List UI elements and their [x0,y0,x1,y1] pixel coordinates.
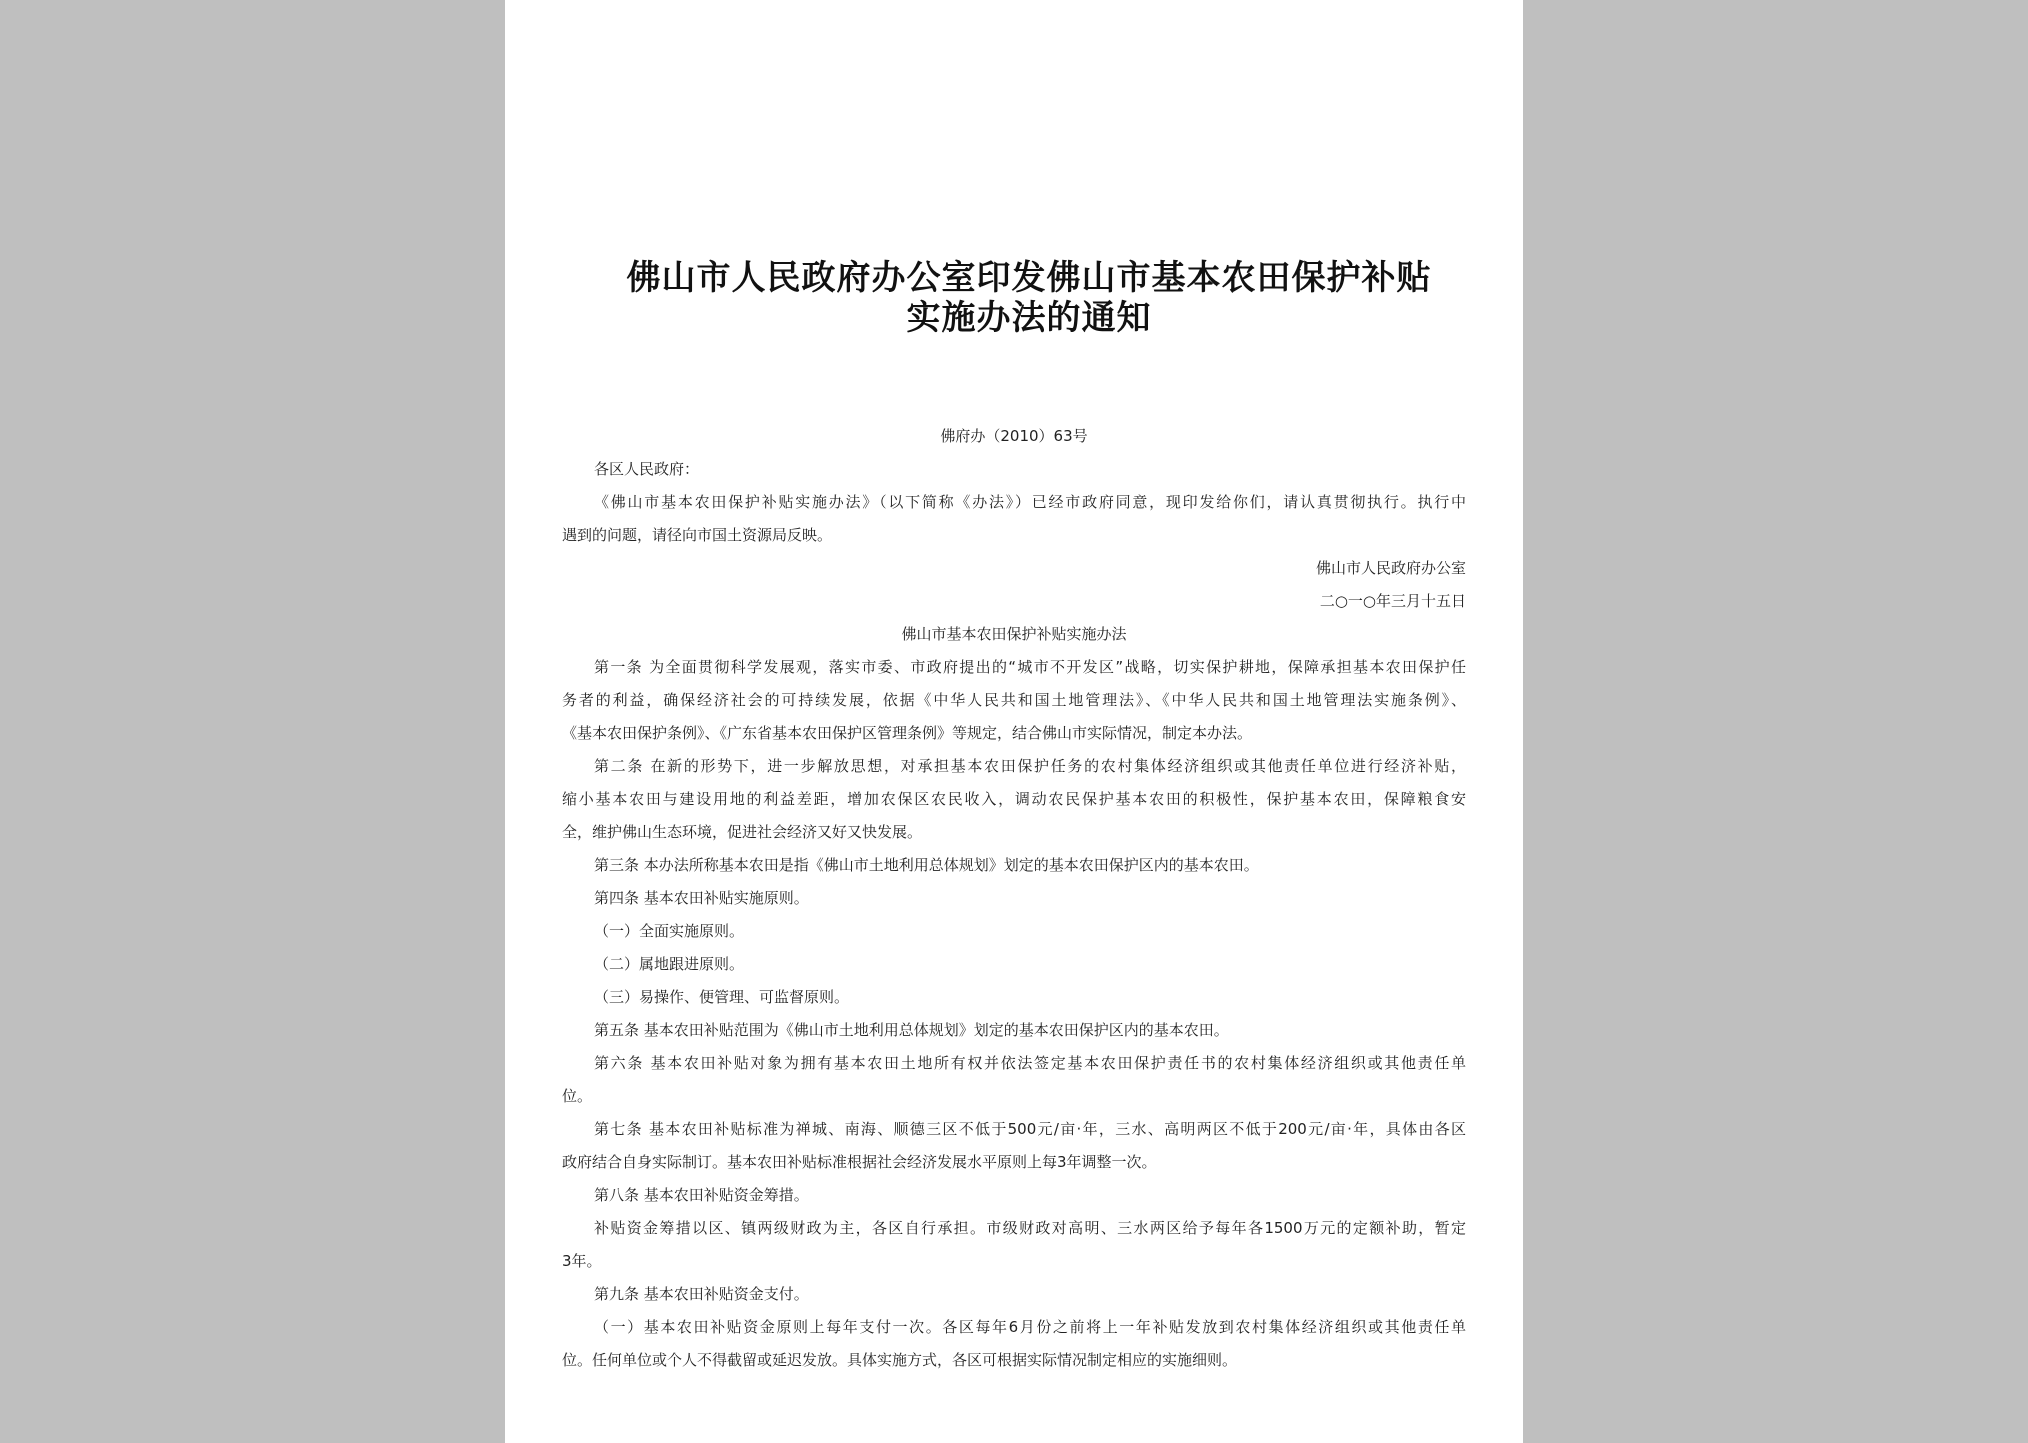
body-line: 第七条 基本农田补贴标准为禅城、南海、顺德三区不低于500元/亩·年，三水、高明两区不低于200元/亩·年，具体由各区 [594,1120,1466,1138]
body-line: 全，维护佛山生态环境，促进社会经济又好又快发展。 [562,823,923,841]
body-line: 第二条 在新的形势下，进一步解放思想，对承担基本农田保护任务的农村集体经济组织或其他责任单位进行经济补贴， [594,757,1466,775]
body-line: 第一条 为全面贯彻科学发展观，落实市委、市政府提出的“城市不开发区”战略，切实保护耕地，保障承担基本农田保护任 [594,658,1466,676]
body-line: 补贴资金筹措以区、镇两级财政为主，各区自行承担。市级财政对高明、三水两区给予每年各1500万元的定额补助，暂定 [594,1219,1466,1237]
body-line: 位。 [562,1087,593,1105]
body-line: 第六条 基本农田补贴对象为拥有基本农田土地所有权并依法签定基本农田保护责任书的农村集体经济组织或其他责任单 [594,1054,1466,1072]
body-line: 第八条 基本农田补贴资金筹措。 [594,1186,809,1204]
body-line: （三）易操作、便管理、可监督原则。 [594,988,850,1006]
body-line: 《佛山市基本农田保护补贴实施办法》（以下简称《办法》）已经市政府同意，现印发给你们，请认真贯彻执行。执行中 [594,493,1466,511]
document-title [595,258,1463,338]
doc-number: 佛府办（2010）63号 [940,427,1088,445]
body-line: （一）全面实施原则。 [594,922,745,940]
body-line: 佛山市基本农田保护补贴实施办法 [901,625,1127,643]
body-line: 佛山市人民政府办公室 [1315,559,1466,577]
body-line: 第四条 基本农田补贴实施原则。 [594,889,809,907]
body-line: 各区人民政府： [594,460,700,478]
body-line: 第三条 本办法所称基本农田是指《佛山市土地利用总体规划》划定的基本农田保护区内的基本农田。 [594,856,1259,874]
body-line: 缩小基本农田与建设用地的利益差距，增加农保区农民收入，调动农民保护基本农田的积极性，保护基本农田，保障粮食安 [562,790,1466,808]
body-line: 第九条 基本农田补贴资金支付。 [594,1285,809,1303]
body-line: 第五条 基本农田补贴范围为《佛山市土地利用总体规划》划定的基本农田保护区内的基本农田。 [594,1021,1229,1039]
body-line: 遇到的问题，请径向市国土资源局反映。 [562,526,833,544]
body-line: （二）属地跟进原则。 [594,955,745,973]
body-line: 政府结合自身实际制订。基本农田补贴标准根据社会经济发展水平原则上每3年调整一次。 [562,1153,1157,1171]
body-line: 二○一○年三月十五日 [1319,592,1466,610]
title-line-1: 佛山市人民政府办公室印发佛山市基本农田保护补贴 [626,258,1432,298]
body-line: （一）基本农田补贴资金原则上每年支付一次。各区每年6月份之前将上一年补贴发放到农村集体经济组织或其他责任单 [594,1318,1466,1336]
document-page [505,0,1523,1443]
body-line: 《基本农田保护条例》、《广东省基本农田保护区管理条例》等规定，结合佛山市实际情况，制定本办法。 [562,724,1253,742]
body-line: 务者的利益，确保经济社会的可持续发展，依据《中华人民共和国土地管理法》、《中华人民共和国土地管理法实施条例》、 [562,691,1466,709]
body-line: 3年。 [562,1252,602,1270]
body-line: 位。任何单位或个人不得截留或延迟发放。具体实施方式，各区可根据实际情况制定相应的实施细则。 [562,1351,1238,1369]
title-line-2: 实施办法的通知 [906,298,1152,338]
